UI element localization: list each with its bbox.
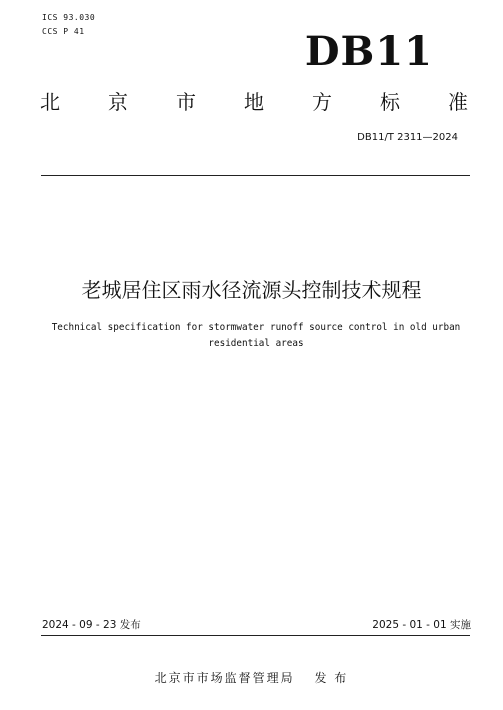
standard-type-char: 方: [312, 90, 332, 114]
issue-date: 2024 - 09 - 23 发布: [42, 619, 141, 631]
standard-type-char: 标: [380, 90, 400, 114]
standard-number: DB11/T 2311—2024: [357, 132, 458, 143]
bottom-divider: [41, 635, 470, 636]
document-title-chinese: 老城居住区雨水径流源头控制技术规程: [81, 278, 422, 302]
ics-code: ICS 93.030: [42, 13, 96, 22]
top-divider: [41, 175, 470, 176]
standard-type-char: 准: [448, 90, 468, 114]
issuing-authority: 北京市市场监督管理局 发 布: [154, 671, 349, 685]
standard-logo: DB11: [304, 28, 433, 75]
standard-type-char: 京: [108, 90, 128, 114]
standard-type-char: 北: [40, 90, 60, 114]
standard-type-char: 市: [176, 90, 196, 114]
document-title-english: Technical specification for stormwater runoff source control in old urban residential areas: [51, 322, 461, 349]
standard-type-char: 地: [244, 90, 264, 114]
ccs-code: CCS P 41: [42, 27, 85, 36]
implementation-date: 2025 - 01 - 01 实施: [372, 619, 471, 631]
standard-type: [40, 90, 468, 114]
